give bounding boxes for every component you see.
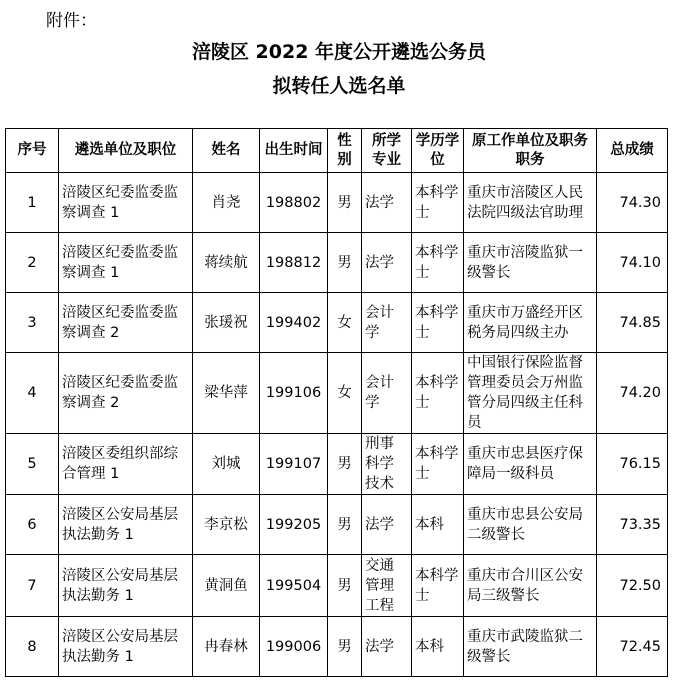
cell-orig: 重庆市忠县公安局二级警长 [464, 495, 597, 555]
header-birth: 出生时间 [260, 129, 328, 173]
cell-seq: 2 [6, 233, 59, 293]
cell-orig: 重庆市忠县医疗保障局一级科员 [464, 434, 597, 495]
cell-score: 73.35 [597, 495, 668, 555]
cell-unit: 涪陵区公安局基层执法勤务 1 [59, 555, 193, 617]
cell-orig: 中国银行保险监督管理委员会万州监管分局四级主任科员 [464, 353, 597, 434]
header-degree: 学历学位 [412, 129, 464, 173]
cell-major: 刑事科学技术 [362, 434, 412, 495]
header-score: 总成绩 [597, 129, 668, 173]
table-row [6, 173, 668, 233]
table-row [6, 353, 668, 434]
cell-birth: 199205 [260, 495, 328, 555]
cell-major: 会计学 [362, 353, 412, 434]
cell-seq: 7 [6, 555, 59, 617]
table-row [6, 617, 668, 677]
cell-score: 74.10 [597, 233, 668, 293]
cell-unit: 涪陵区公安局基层执法勤务 1 [59, 617, 193, 677]
cell-gender: 男 [328, 617, 362, 677]
table-row [6, 555, 668, 617]
document-subtitle: 拟转任人选名单 [272, 75, 406, 97]
cell-name: 张瑗祝 [193, 293, 260, 353]
cell-birth: 199107 [260, 434, 328, 495]
cell-orig: 重庆市武陵监狱二级警长 [464, 617, 597, 677]
cell-gender: 男 [328, 173, 362, 233]
cell-name: 冉春林 [193, 617, 260, 677]
cell-name: 刘城 [193, 434, 260, 495]
cell-birth: 198802 [260, 173, 328, 233]
cell-score: 74.30 [597, 173, 668, 233]
document-title: 涪陵区 2022 年度公开遴选公务员 [191, 41, 487, 63]
cell-gender: 女 [328, 353, 362, 434]
cell-gender: 女 [328, 293, 362, 353]
table-header-row [6, 129, 668, 173]
cell-score: 74.20 [597, 353, 668, 434]
cell-birth: 199402 [260, 293, 328, 353]
cell-score: 74.85 [597, 293, 668, 353]
header-major: 所学专业 [362, 129, 412, 173]
cell-major: 法学 [362, 617, 412, 677]
cell-score: 72.45 [597, 617, 668, 677]
cell-gender: 男 [328, 495, 362, 555]
table-row [6, 293, 668, 353]
cell-birth: 199504 [260, 555, 328, 617]
cell-seq: 1 [6, 173, 59, 233]
cell-name: 梁华萍 [193, 353, 260, 434]
cell-seq: 5 [6, 434, 59, 495]
cell-birth: 198812 [260, 233, 328, 293]
cell-orig: 重庆市万盛经开区税务局四级主办 [464, 293, 597, 353]
cell-major: 法学 [362, 233, 412, 293]
cell-major: 交通管理工程 [362, 555, 412, 617]
cell-birth: 199106 [260, 353, 328, 434]
cell-gender: 男 [328, 555, 362, 617]
attachment-label: 附件： [46, 11, 97, 31]
cell-degree: 本科 [412, 617, 464, 677]
cell-degree: 本科学士 [412, 555, 464, 617]
header-orig: 原工作单位及职务职务 [464, 129, 597, 173]
cell-birth: 199006 [260, 617, 328, 677]
cell-seq: 8 [6, 617, 59, 677]
cell-unit: 涪陵区公安局基层执法勤务 1 [59, 495, 193, 555]
candidate-table [5, 128, 668, 677]
cell-orig: 重庆市涪陵区人民法院四级法官助理 [464, 173, 597, 233]
cell-name: 李京松 [193, 495, 260, 555]
cell-degree: 本科学士 [412, 233, 464, 293]
cell-major: 法学 [362, 173, 412, 233]
cell-unit: 涪陵区纪委监委监察调查 2 [59, 293, 193, 353]
cell-orig: 重庆市合川区公安局三级警长 [464, 555, 597, 617]
cell-major: 会计学 [362, 293, 412, 353]
table-row [6, 495, 668, 555]
cell-unit: 涪陵区纪委监委监察调查 1 [59, 233, 193, 293]
cell-unit: 涪陵区纪委监委监察调查 1 [59, 173, 193, 233]
table-row [6, 434, 668, 495]
cell-degree: 本科学士 [412, 353, 464, 434]
cell-degree: 本科学士 [412, 293, 464, 353]
header-gender: 性别 [328, 129, 362, 173]
cell-name: 黄洞鱼 [193, 555, 260, 617]
cell-major: 法学 [362, 495, 412, 555]
cell-degree: 本科学士 [412, 434, 464, 495]
header-seq: 序号 [6, 129, 59, 173]
cell-score: 76.15 [597, 434, 668, 495]
cell-seq: 3 [6, 293, 59, 353]
cell-orig: 重庆市涪陵监狱一级警长 [464, 233, 597, 293]
cell-degree: 本科学士 [412, 173, 464, 233]
cell-name: 蒋续航 [193, 233, 260, 293]
table-row [6, 233, 668, 293]
header-name: 姓名 [193, 129, 260, 173]
cell-unit: 涪陵区纪委监委监察调查 2 [59, 353, 193, 434]
cell-degree: 本科 [412, 495, 464, 555]
cell-seq: 6 [6, 495, 59, 555]
cell-name: 肖尧 [193, 173, 260, 233]
cell-score: 72.50 [597, 555, 668, 617]
header-unit: 遴选单位及职位 [59, 129, 193, 173]
cell-unit: 涪陵区委组织部综合管理 1 [59, 434, 193, 495]
cell-gender: 男 [328, 233, 362, 293]
cell-gender: 男 [328, 434, 362, 495]
cell-seq: 4 [6, 353, 59, 434]
